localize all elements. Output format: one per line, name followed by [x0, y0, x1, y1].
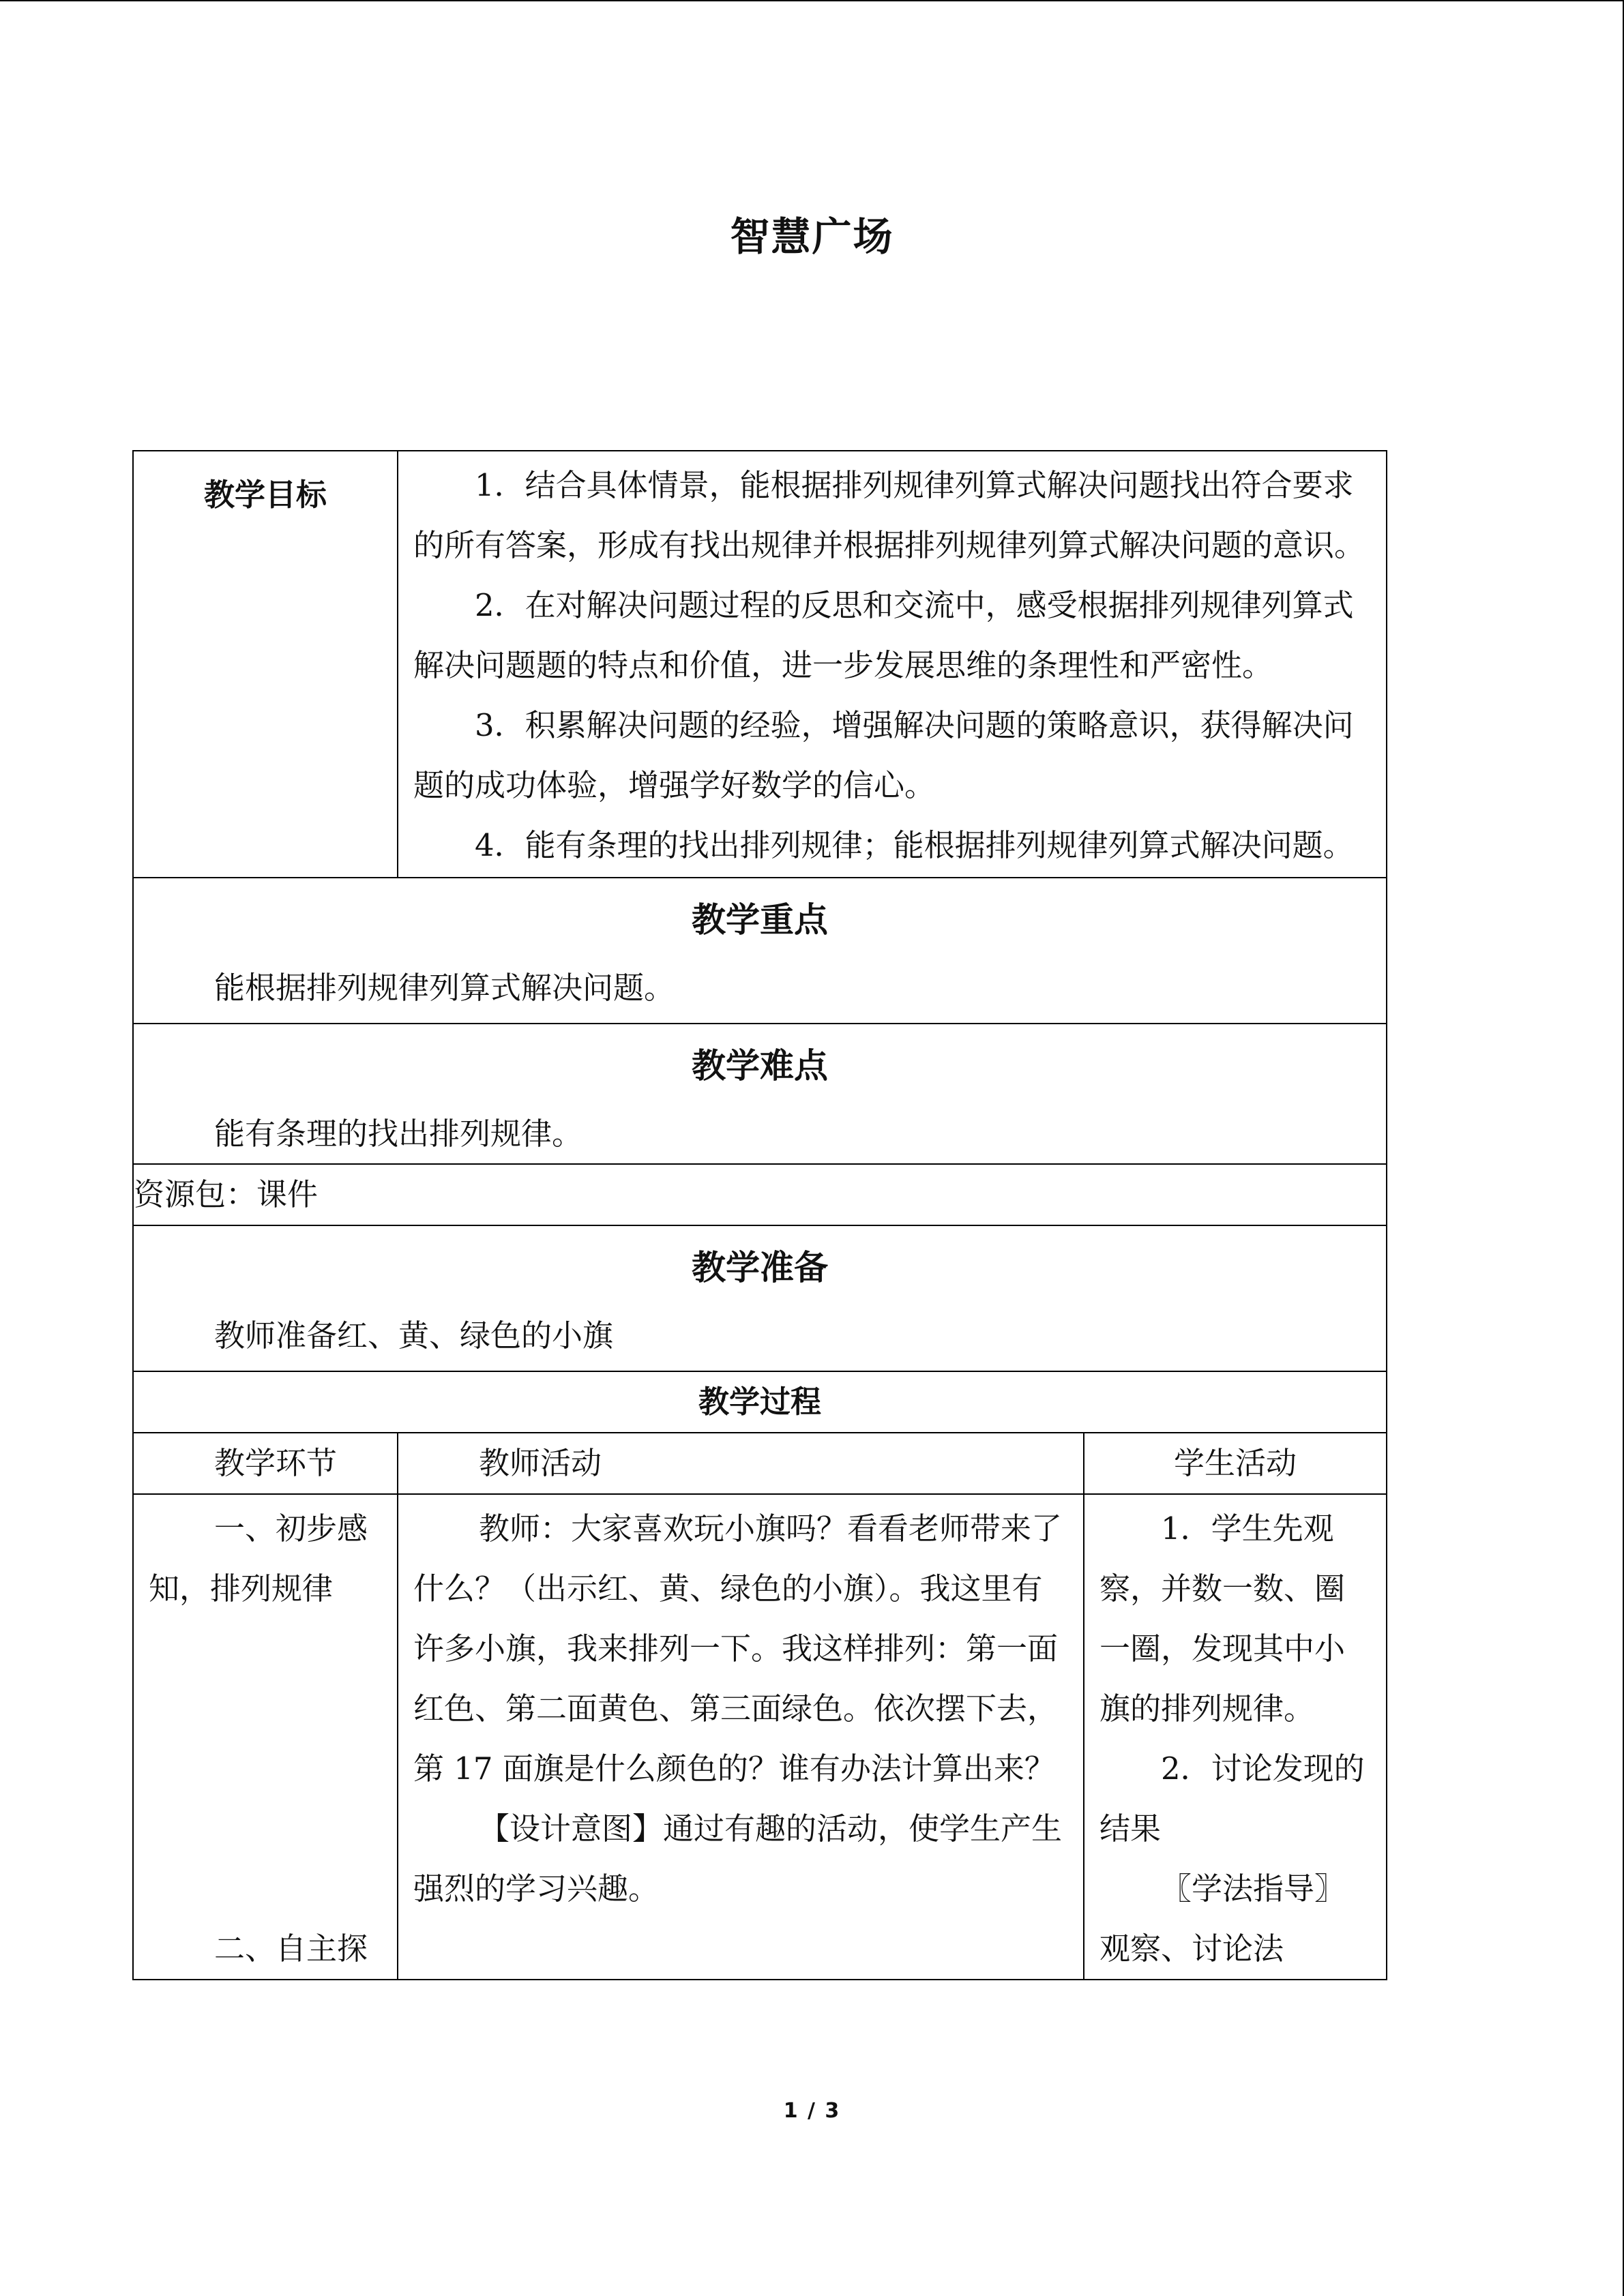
stage-1-line-2: 知，排列规律	[149, 1570, 334, 1607]
column-header-teacher: 教师活动	[398, 1433, 1084, 1494]
goals-content	[398, 451, 1387, 878]
stage-1-label	[149, 1499, 390, 1619]
difficulty-row	[133, 1024, 1387, 1164]
teacher-paragraph: 教师：大家喜欢玩小旗吗？看看老师带来了什么？（出示红、黄、绿色的小旗）。我这里有许多小旗，我来排列一下。我这样排列：第一面红色、第二面黄色、第三面绿色。依次摆下去，第 17 面旗是什么颜色的？谁有办法计算出来？	[413, 1510, 1063, 1787]
resource-text: 资源包：课件	[133, 1164, 1387, 1225]
goal-item: 1．结合具体情景，能根据排列规律列算式解决问题找出符合要求的所有答案，形成有找出规律并根据排列规律列算式解决问题的意识。	[413, 467, 1365, 563]
key-point-heading: 教学重点	[692, 900, 828, 940]
goal-item: 3．积累解决问题的经验，增强解决问题的策略意识，获得解决问题的成功体验，增强学好数学的信心。	[413, 707, 1354, 803]
process-column-header	[133, 1433, 1387, 1494]
process-row	[133, 1494, 1387, 1980]
study-method: 观察、讨论法	[1099, 1930, 1284, 1967]
stage-1-line-1: 一、初步感	[214, 1510, 368, 1547]
difficulty-text: 能有条理的找出排列规律。	[214, 1116, 583, 1152]
study-guide-label: 〖学法指导〗	[1161, 1870, 1346, 1907]
design-intent: 【设计意图】通过有趣的活动，使学生产生强烈的学习兴趣。	[413, 1810, 1063, 1907]
key-point-text: 能根据排列规律列算式解决问题。	[214, 970, 675, 1006]
page-number: 1 / 3	[783, 2099, 841, 2123]
stage-cell	[133, 1494, 398, 1980]
column-header-student: 学生活动	[1084, 1433, 1387, 1494]
teacher-activity	[398, 1494, 1084, 1980]
goals-label: 教学目标	[133, 451, 398, 878]
preparation-text: 教师准备红、黄、绿色的小旗	[214, 1317, 614, 1354]
column-header-stage: 教学环节	[133, 1433, 398, 1494]
process-heading-row	[133, 1371, 1387, 1433]
difficulty-heading: 教学难点	[692, 1046, 828, 1086]
goal-item: 4．能有条理的找出排列规律；能根据排列规律列算式解决问题。	[475, 827, 1354, 863]
student-step: 2．讨论发现的结果	[1099, 1750, 1365, 1847]
student-activity	[1084, 1494, 1387, 1980]
preparation-row	[133, 1225, 1387, 1371]
student-step: 1．学生先观察，并数一数、圈一圈，发现其中小旗的排列规律。	[1099, 1510, 1346, 1727]
stage-2-label: 二、自主探	[214, 1930, 368, 1967]
process-heading: 教学过程	[133, 1371, 1387, 1433]
goal-item: 2．在对解决问题过程的反思和交流中，感受根据排列规律列算式解决问题题的特点和价值，进一步发展思维的条理性和严密性。	[413, 587, 1354, 683]
document-title: 智慧广场	[730, 213, 894, 260]
resource-row	[133, 1164, 1387, 1225]
preparation-heading: 教学准备	[692, 1248, 828, 1287]
goals-row	[133, 451, 1387, 878]
key-point-row	[133, 878, 1387, 1024]
lesson-plan-table	[132, 450, 1387, 1980]
